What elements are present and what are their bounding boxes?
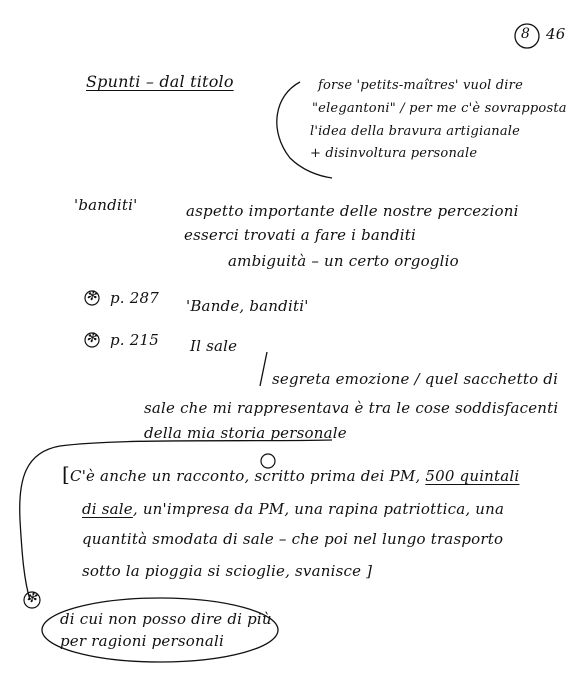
page-heading: Spunti – dal titolo	[86, 72, 234, 91]
footnote-line-1: di cui non posso dire di più	[60, 610, 272, 628]
bracket-line-2-a: di sale	[82, 500, 133, 518]
bracket-line-2-b: , un'impresa da PM, una rapina patriottica, una	[132, 500, 505, 518]
bracket-line-1: [C'è anche un racconto, scritto prima dei PM, 500 quintali	[62, 462, 520, 486]
ref1-marker: ✻	[86, 289, 98, 304]
footnote-line-2: per ragioni personali	[60, 632, 224, 650]
side-note-line-1: forse 'petits-maîtres' vuol dire	[318, 78, 523, 93]
bracket-line-1-a: C'è anche un racconto	[70, 467, 245, 485]
footnote-oval	[42, 598, 278, 662]
ref1-title: 'Bande, banditi'	[186, 297, 309, 315]
ref2-line-3: della mia storia personale	[144, 424, 347, 442]
bracket-line-4: sotto la pioggia si scioglie, svanisce ]	[82, 562, 373, 580]
ref2-line-1: segreta emozione / quel sacchetto di	[272, 370, 559, 388]
banditi-line-3: ambiguità – un certo orgoglio	[228, 252, 459, 270]
bracket-line-2	[82, 500, 504, 518]
slash-stroke	[260, 352, 267, 386]
side-note-line-3: l'idea della bravura artigianale	[310, 124, 521, 139]
page-number: 46	[546, 25, 566, 43]
footnote-marker: ✻	[26, 591, 38, 606]
ref1-page: p. 287	[110, 289, 159, 307]
banditi-line-1: aspetto importante delle nostre percezioni	[186, 202, 519, 220]
page-number-circled: 8	[521, 26, 531, 42]
bracket-line-1-b: , scritto prima dei PM,	[244, 467, 421, 485]
banditi-label: 'banditi'	[74, 196, 138, 214]
ref2-line-2: sale che mi rappresentava è tra le cose soddisfacenti	[144, 399, 559, 417]
ref2-marker: ✻	[86, 331, 98, 346]
ref2-page: p. 215	[110, 331, 159, 349]
bracket-line-3: quantità smodata di sale – che poi nel lungo trasporto	[82, 530, 504, 548]
ref2-title: Il sale	[190, 337, 238, 355]
bracket-line-1-c: 500 quintali	[425, 467, 520, 485]
banditi-line-2: esserci trovati a fare i banditi	[184, 226, 416, 244]
side-note-line-2: "elegantoni" / per me c'è sovrapposta	[312, 101, 567, 116]
side-note-line-4: + disinvoltura personale	[310, 146, 478, 161]
